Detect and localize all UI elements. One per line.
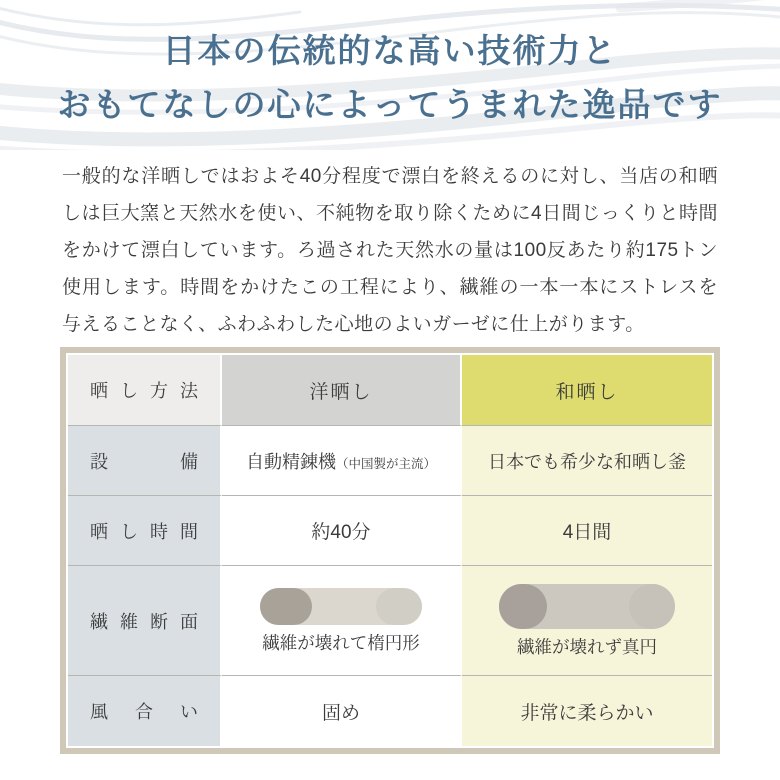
cell-texture-japan: 非常に柔らかい <box>462 675 712 746</box>
fiber-west-caption: 繊維が壊れて楕円形 <box>262 633 420 654</box>
fiber-cross-section-dark-end <box>499 584 547 629</box>
page-title-line1: 日本の伝統的な高い技術力と <box>162 31 618 70</box>
table-header-japan-bleach: 和晒し <box>462 355 712 425</box>
equipment-west-main: 自動精錬機 <box>245 451 336 472</box>
row-label-texture: 風合い <box>68 675 222 746</box>
fiber-shaded-end <box>629 584 675 629</box>
description-paragraph: 一般的な洋晒しではおよそ40分程度で漂白を終えるのに対し、当店の和晒しは巨大窯と天然水を使い、不純物を取り除くために4日間じっくりと時間をかけて漂白しています。ろ過された天然水の量は100反あたり約175トン使用します。時間をかけたこの工程により、繊維の一本一本にストレスを与えることなく、ふわふわした心地のよいガーゼに仕上がります。 <box>62 166 718 335</box>
fiber-shaded-end <box>376 588 422 625</box>
cell-equipment-japan: 日本でも希少な和晒し釜 <box>462 425 712 495</box>
comparison-table-grid <box>68 355 712 746</box>
cell-time-west: 約40分 <box>222 495 462 565</box>
table-header-method: 晒し方法 <box>68 355 222 425</box>
fiber-oval-illustration <box>260 588 422 625</box>
page-title-line2: おもてなしの心によってうまれた逸品です <box>57 85 723 124</box>
fiber-round-illustration <box>499 584 675 629</box>
row-label-fiber-cross-section: 繊維断面 <box>68 565 222 675</box>
row-label-equipment: 設備 <box>68 425 222 495</box>
fiber-japan-caption: 繊維が壊れず真円 <box>517 637 657 658</box>
comparison-table <box>60 347 720 754</box>
description-section <box>62 158 718 343</box>
hero-banner <box>0 0 780 150</box>
cell-equipment-west <box>222 425 462 495</box>
row-label-bleach-time: 晒し時間 <box>68 495 222 565</box>
equipment-west-note: （中国製が主流） <box>335 456 436 471</box>
table-header-west-bleach: 洋晒し <box>222 355 462 425</box>
fiber-cross-section-dark-end <box>260 588 312 625</box>
cell-fiber-west <box>222 565 462 675</box>
cell-time-japan: 4日間 <box>462 495 712 565</box>
cell-texture-west: 固め <box>222 675 462 746</box>
page-title <box>0 0 780 132</box>
cell-fiber-japan <box>462 565 712 675</box>
